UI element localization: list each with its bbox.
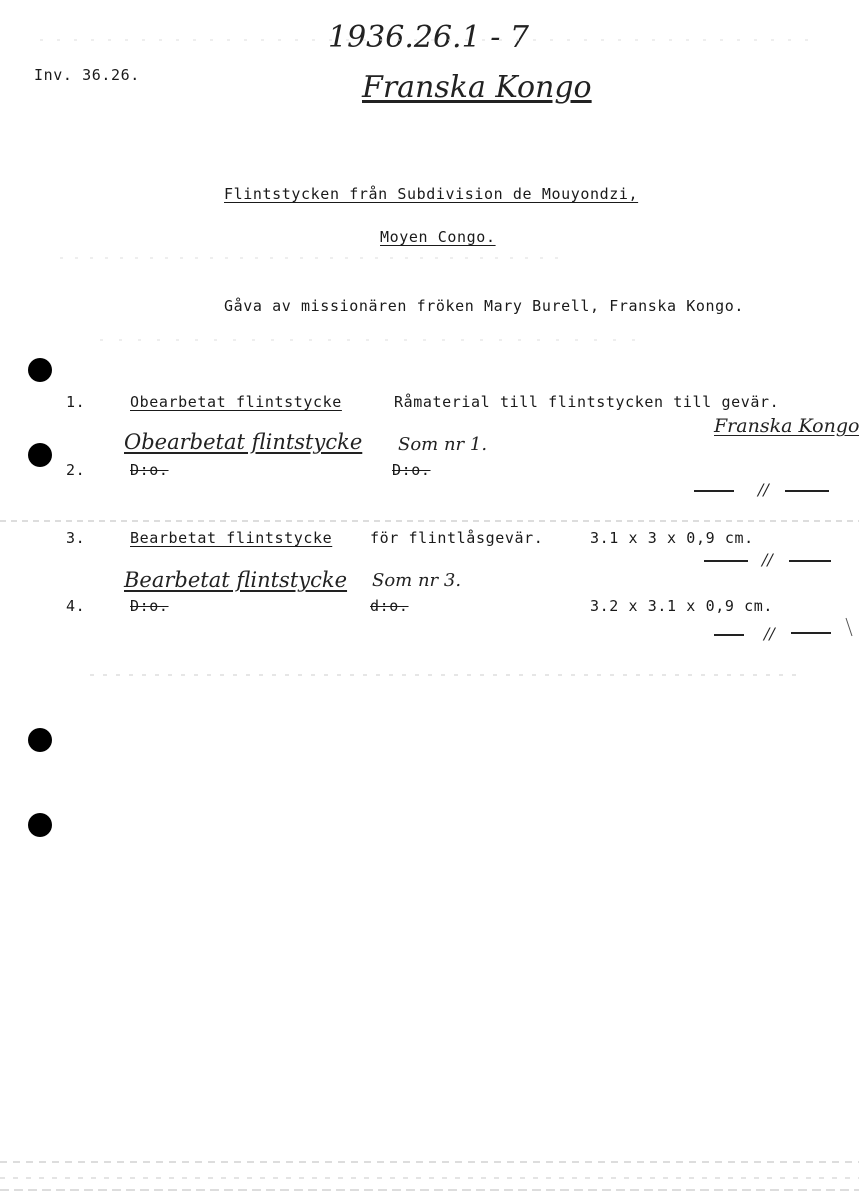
ditto-mark: // <box>764 624 775 643</box>
ditto-dash <box>789 560 831 562</box>
document-subtitle: Moyen Congo. <box>380 228 496 246</box>
item-name: Obearbetat flintstycke <box>130 393 342 411</box>
ditto-dash <box>714 634 744 636</box>
ditto-dash <box>791 632 831 634</box>
handwritten-item-description: Som nr 1. <box>398 434 488 455</box>
document-title: Flintstycken från Subdivision de Mouyondzi, <box>224 185 639 203</box>
ditto-mark: // <box>758 480 769 499</box>
handwritten-item-description: Som nr 3. <box>372 570 462 591</box>
struck-ditto-description: D:o. <box>392 461 431 479</box>
ditto-dash <box>704 560 748 562</box>
ditto-mark: // <box>762 550 773 569</box>
item-size: 3.2 x 3.1 x 0,9 cm. <box>590 597 773 615</box>
handwritten-item-name: Bearbetat flintstycke <box>124 568 348 592</box>
item-description: Råmaterial till flintstycken till gevär. <box>394 393 780 411</box>
item-number: 1. <box>66 393 86 411</box>
item-size: 3.1 x 3 x 0,9 cm. <box>590 529 754 547</box>
item-description: för flintlåsgevär. <box>370 529 544 547</box>
struck-ditto-description: d:o. <box>370 597 409 615</box>
item-name: Bearbetat flintstycke <box>130 529 333 547</box>
handwritten-item-name: Obearbetat flintstycke <box>124 430 363 454</box>
handwritten-region: Franska Kongo <box>362 70 592 105</box>
donor-line: Gåva av missionären fröken Mary Burell, Franska Kongo. <box>224 297 745 315</box>
item-number: 2. <box>66 461 86 479</box>
struck-ditto-name: D:o. <box>130 597 169 615</box>
handwritten-catalog-number: 1936.26.1 - 7 <box>328 20 529 55</box>
handwritten-note: Franska Kongo <box>714 415 859 437</box>
struck-ditto-name: D:o. <box>130 461 169 479</box>
item-number: 4. <box>66 597 86 615</box>
item-number: 3. <box>66 529 86 547</box>
inventory-number: Inv. 36.26. <box>34 66 140 84</box>
